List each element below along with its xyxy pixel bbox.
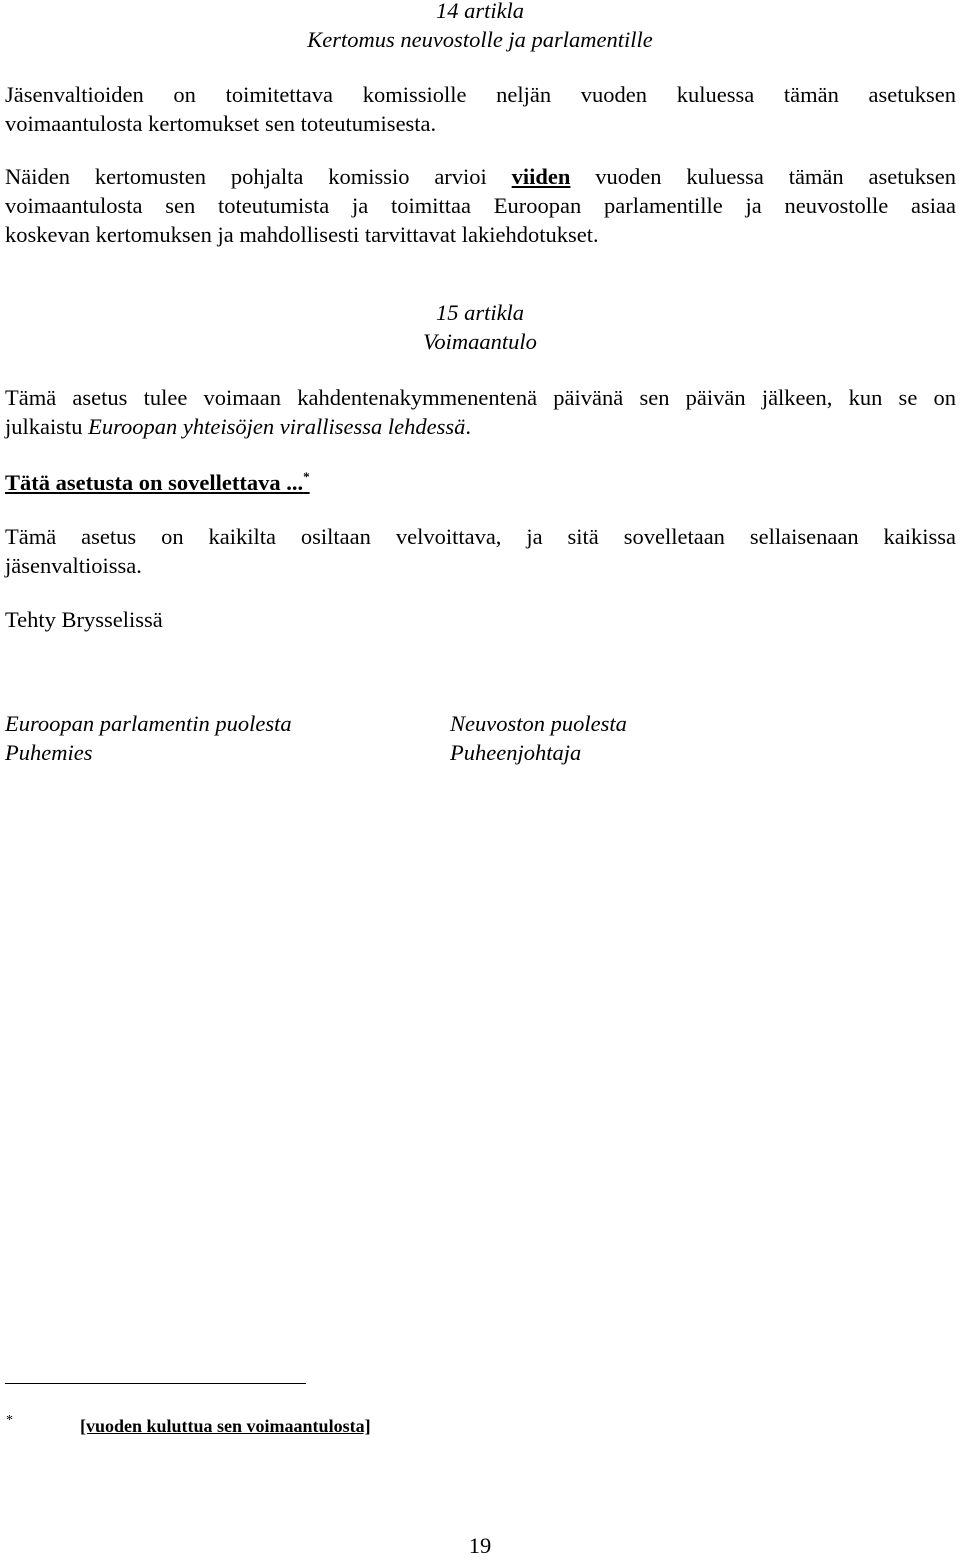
footnote-separator	[5, 1383, 306, 1384]
footnote-text: [vuoden kuluttua sen voimaantulosta]	[80, 1416, 371, 1436]
text-run: vuoden kuluessa tämän asetuksen	[570, 164, 956, 189]
applicable-label: Tätä asetusta on sovellettava ...	[5, 470, 304, 495]
paragraph-line: koskevan kertomuksen ja mahdollisesti tarvittavat lakiehdotukset.	[5, 222, 599, 247]
signature-parliament	[5, 709, 292, 767]
signature-parliament-role: Puhemies	[5, 740, 93, 765]
article-15-number: 15 artikla	[435, 300, 525, 325]
paragraph-line	[5, 412, 956, 441]
paragraph-line: Jäsenvaltioiden on toimitettava komissiolle neljän vuoden kuluessa tämän asetuksen	[5, 82, 956, 107]
paragraph-line: voimaantulosta kertomukset sen toteutumisesta.	[5, 111, 437, 136]
article-15-heading	[0, 298, 960, 356]
text-run: julkaistu	[5, 414, 89, 439]
paragraph-line: Tämä asetus on kaikilta osiltaan velvoittava, ja sitä sovelletaan sellaisenaan kaikissa	[5, 524, 956, 549]
paragraph-line: voimaantulosta sen toteutumista ja toimittaa Euroopan parlamentille ja neuvostolle asiaa	[5, 193, 956, 218]
signature-council	[450, 709, 627, 767]
article-15-paragraph-2	[5, 522, 956, 580]
article-15-title: Voimaantulo	[423, 329, 537, 354]
journal-name: Euroopan yhteisöjen virallisessa lehdessä	[88, 414, 466, 439]
emphasis-viiden: viiden	[511, 164, 571, 189]
text-run: Näiden kertomusten pohjalta komissio arvioi	[5, 164, 512, 189]
paragraph-line	[5, 162, 956, 191]
footnote-reference[interactable]: *	[303, 469, 310, 484]
article-14-paragraph-1	[5, 80, 956, 138]
paragraph-line: jäsenvaltioissa.	[5, 553, 142, 578]
article-14-title: Kertomus neuvostolle ja parlamentille	[307, 27, 653, 52]
text-run: .	[465, 414, 471, 439]
done-at: Tehty Brysselissä	[5, 607, 163, 632]
article-14-number: 14 artikla	[435, 0, 525, 23]
signature-council-role: Puheenjohtaja	[450, 740, 582, 765]
paragraph-line: Tämä asetus tulee voimaan kahdentenakymmenentenä päivänä sen päivän jälkeen, kun se on	[5, 385, 956, 410]
article-14-heading	[0, 0, 960, 54]
signature-parliament-line: Euroopan parlamentin puolesta	[5, 711, 292, 736]
applicable-from	[5, 468, 956, 497]
footnote-mark: *	[6, 1413, 13, 1428]
article-14-paragraph-2	[5, 162, 956, 249]
page-number: 19	[468, 1533, 492, 1558]
article-15-paragraph-1	[5, 383, 956, 441]
signature-council-line: Neuvoston puolesta	[450, 711, 627, 736]
applicable-text	[5, 470, 310, 495]
